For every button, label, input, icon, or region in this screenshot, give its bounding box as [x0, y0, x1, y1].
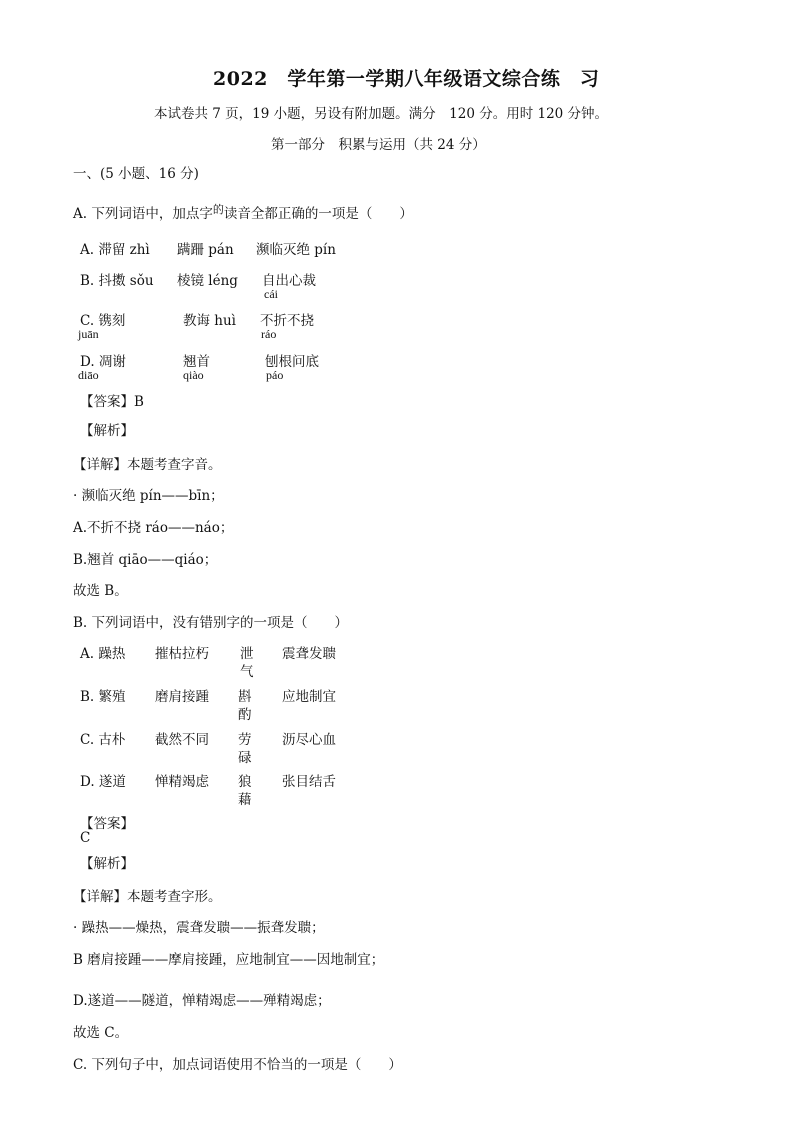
q2-optD-w3-bottom: 藉: [238, 792, 252, 808]
q2-optB-w1: B. 繁殖: [80, 689, 126, 705]
q2-analysis-label: 【解析】: [80, 856, 134, 872]
q2-detail-line-2: B 磨肩接踵——摩肩接踵，应地制宜——因地制宜；: [73, 952, 385, 968]
part-heading: 第一部分 积累与运用（共 24 分）: [271, 137, 486, 153]
q2-optB-w3-top: 斟: [238, 689, 252, 705]
q2-optA-w3-bottom: 气: [240, 664, 254, 680]
q2-optA-w2: 摧枯拉朽: [155, 646, 209, 662]
q1-optD-w1: D. 凋谢: [80, 354, 126, 370]
q1-optB-w3: 自出心裁: [262, 273, 316, 289]
q1-choose: 故选 B。: [73, 583, 128, 599]
q2-detail: 【详解】本题考查字形。: [73, 889, 222, 905]
q1-optD-w3: 刨根问底: [265, 354, 319, 370]
q1-optC-w3-pinyin: ráo: [261, 327, 277, 341]
q1-answer: 【答案】B: [80, 394, 144, 410]
q2-choose: 故选 C。: [73, 1025, 129, 1041]
q2-optA-w1: A. 躁热: [80, 646, 126, 662]
q2-optC-w4: 沥尽心血: [282, 732, 336, 748]
q1-optB-w2: 棱镜 léng: [177, 273, 238, 289]
q2-answer: 【答案】: [80, 816, 134, 832]
q1-detail: 【详解】本题考查字音。: [73, 457, 222, 473]
q2-optC-w3-top: 劳: [238, 732, 252, 748]
q1-stem: [73, 202, 413, 222]
q1-optD-w1-pinyin: diāo: [78, 368, 99, 382]
q1-optB-w1: B. 抖擞 sǒu: [80, 273, 154, 289]
q1-stem-part2: 读音全都正确的一项是（ ）: [223, 206, 413, 222]
q1-optC-w2: 教诲 huì: [183, 313, 236, 329]
exam-info: 本试卷共 7 页，19 小题，另设有附加题。满分 120 分。用时 120 分钟。: [154, 106, 609, 122]
q2-stem: B. 下列词语中，没有错别字的一项是（ ）: [73, 615, 349, 631]
q1-stem-de: 的: [212, 203, 224, 216]
q2-optB-w2: 磨肩接踵: [155, 689, 209, 705]
q3-stem: C. 下列句子中，加点词语使用不恰当的一项是（ ）: [73, 1057, 402, 1073]
q1-optC-w1-pinyin: juān: [78, 327, 99, 341]
q2-optC-w3-bottom: 碌: [238, 750, 252, 766]
q2-optA-w4: 震聋发聩: [282, 646, 336, 662]
q1-optC-w3: 不折不挠: [260, 313, 314, 329]
q1-optC-w1: C. 镌刻: [80, 313, 126, 329]
q1-stem-part1: A. 下列词语中，加点字: [73, 206, 213, 222]
q2-optC-w1: C. 古朴: [80, 732, 126, 748]
section-heading: 一、(5 小题、16 分): [73, 166, 199, 182]
q1-detail-line-2: A.不折不挠 ráo——náo；: [73, 520, 234, 536]
q1-optD-w2: 翘首: [183, 354, 210, 370]
q2-answer-value: C: [80, 830, 91, 846]
q1-optA-w3: 濒临灭绝 pín: [256, 242, 336, 258]
q2-detail-line-3: D.遂道——隧道，惮精竭虑——殚精竭虑；: [73, 993, 331, 1009]
q1-optB-w3-pinyin: cái: [264, 287, 278, 301]
q2-optB-w3-bottom: 酌: [238, 707, 252, 723]
q1-optA-w2: 蹒跚 pán: [177, 242, 234, 258]
q2-optC-w2: 截然不同: [155, 732, 209, 748]
q2-optD-w3-top: 狼: [238, 774, 252, 790]
q1-analysis-label: 【解析】: [80, 423, 134, 439]
q2-optD-w4: 张目结舌: [282, 774, 336, 790]
q1-detail-line-3: B.翘首 qiāo——qiáo；: [73, 552, 218, 568]
q1-detail-line-1: · 濒临灭绝 pín——bīn；: [73, 488, 224, 504]
page-title: 2022 学年第一学期八年级语文综合练 习: [213, 68, 600, 90]
q2-optD-w2: 惮精竭虑: [155, 774, 209, 790]
q2-detail-line-1: · 躁热——燥热，震聋发聩——振聋发聩；: [73, 920, 325, 936]
q1-optA-w1: A. 滞留 zhì: [80, 242, 150, 258]
q2-optD-w1: D. 遂道: [80, 774, 126, 790]
q1-optD-w3-pinyin: páo: [266, 368, 284, 382]
q2-optB-w4: 应地制宜: [282, 689, 336, 705]
q1-optD-w2-pinyin: qiào: [183, 368, 204, 382]
q2-optA-w3-top: 泄: [240, 646, 254, 662]
